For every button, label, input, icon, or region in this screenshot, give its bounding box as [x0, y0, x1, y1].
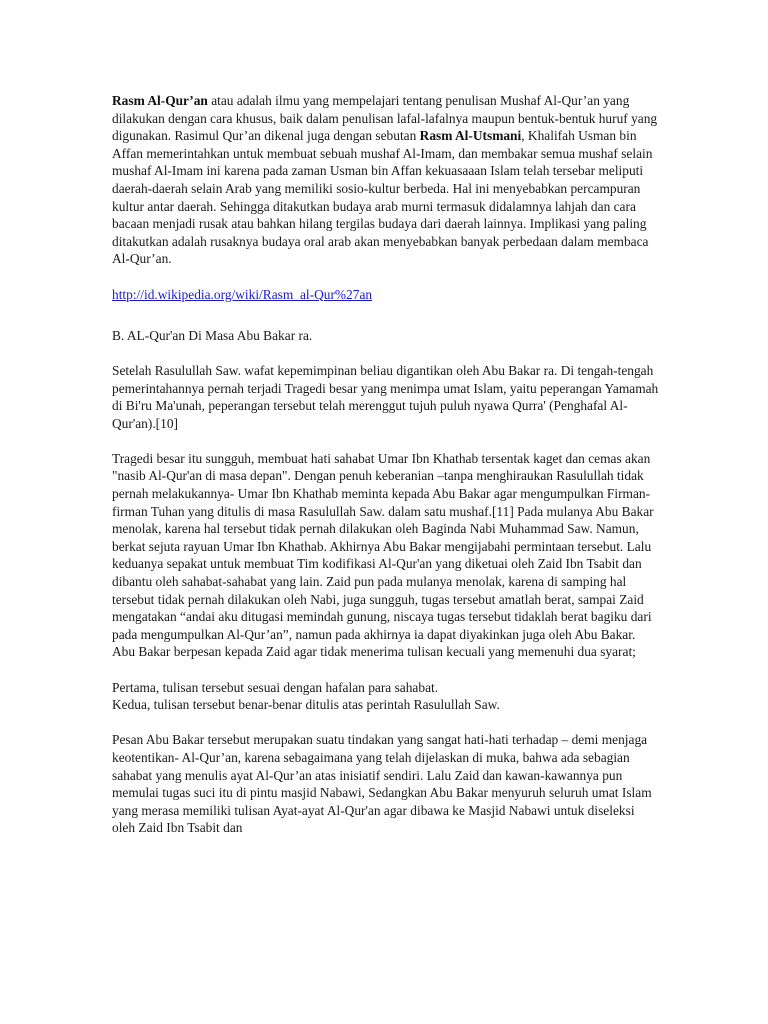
document-body — [112, 92, 660, 837]
condition-first: Pertama, tulisan tersebut sesuai dengan hafalan para sahabat. — [112, 679, 439, 695]
paragraph-abu-bakar-era: Setelah Rasulullah Saw. wafat kepemimpinan beliau digantikan oleh Abu Bakar ra. Di tengah-tengah pemerintahannya pernah terjadi Tragedi besar yang menimpa umat Islam, yaitu peperangan Yamamah di Bi'ru Ma'unah, peperangan tersebut telah merenggut tujuh puluh nyawa Qurra' (Penghafal Al-Qur'an).[10] — [112, 362, 659, 431]
paragraph-spacer — [112, 661, 660, 679]
condition-second: Kedua, tulisan tersebut benar-benar ditulis atas perintah Rasulullah Saw. — [112, 697, 500, 713]
paragraph-spacer — [112, 303, 660, 321]
paragraph-spacer — [112, 268, 660, 286]
source-link-line — [112, 286, 660, 304]
paragraph-spacer — [112, 432, 660, 450]
term-rasm-al-quran: Rasm Al-Qur’an — [112, 93, 208, 108]
paragraph-abu-bakar-message: Pesan Abu Bakar tersebut merupakan suatu tindakan yang sangat hati-hati terhadap – demi menjaga keotentikan- Al-Qur’an, karena sebagaimana yang telah dijelaskan di muka, bahwa ada sebagian sahabat yang menulis ayat Al-Qur’an atas inisiatif sendiri. Lalu Zaid dan kawan-kawannya pun memulai tugas suci itu di pintu masjid Nabawi, Sedangkan Abu Bakar menyuruh seluruh umat Islam yang merasa memiliki tulisan Ayat-ayat Al-Qur'an agar dibawa ke Masjid Nabawi untuk diseleksi oleh Zaid Ibn Tsabit dan — [112, 732, 652, 836]
paragraph-rasm-definition — [112, 92, 660, 268]
paragraph-text: atau adalah ilmu yang mempelajari tentang penulisan Mushaf Al-Qur’an yang dilakukan dengan cara khusus, baik dalam penulisan lafal-lafalnya maupun bentuk-bentuk huruf yang digunakan. Rasimul Qur’an dikenal juga dengan sebutan — [112, 93, 658, 144]
paragraph-spacer — [112, 714, 660, 732]
paragraph-text: , Khalifah Usman bin Affan memerintahkan untuk membuat sebuah mushaf Al-Imam, dan membakar semua mushaf selain mushaf Al-Imam ini karena pada zaman Usman bin Affan kekuasaaan Islam telah tersebar meliputi daerah-daerah selain Arab yang memiliki sosio-kultur berbeda. Hal ini menyebabkan percampuran kultur antar daerah. Sehingga ditakutkan budaya arab murni termasuk didalamnya lahjah dan cara bacaan menjadi rusak atau bahkan hilang tergilas budaya dari daerah lainnya. Implikasi yang paling ditakutkan adalah rusaknya budaya oral arab akan menyebabkan banyak perbedaan dalam membaca Al-Qur’an. — [112, 128, 653, 267]
term-rasm-al-utsmani: Rasm Al-Utsmani — [419, 128, 522, 144]
paragraph-spacer — [112, 344, 660, 362]
paragraph-umar-request: Tragedi besar itu sungguh, membuat hati sahabat Umar Ibn Khathab tersentak kaget dan cemas akan "nasib Al-Qur'an di masa depan". Dengan penuh keberanian –tanpa menghiraukan Rasulullah tidak pernah melakukannya- Umar Ibn Khathab meminta kepada Abu Bakar agar mengumpulkan Firman-firman Tuhan yang ditulis di masa Rasulullah Saw. dalam satu mushaf.[11] Pada mulanya Abu Bakar menolak, karena hal tersebut tidak pernah dilakukan oleh Baginda Nabi Muhammad Saw. Namun, berkat sejuta rayuan Umar Ibn Khathab. Akhirnya Abu Bakar mengijabahi permintaan tersebut. Lalu keduanya sepakat untuk membuat Tim kodifikasi Al-Qur'an yang diketuai oleh Zaid Ibn Tsabit dan dibantu oleh sahabat-sahabat yang lain. Zaid pun pada mulanya menolak, karena di samping hal tersebut tidak pernah dilakukan oleh Nabi, juga sungguh, tugas tersebut amatlah berat, sampai Zaid mengatakan “andai aku ditugasi memindah gunung, niscaya tugas tersebut tidaklah berat bagiku dari pada mengumpulkan Al-Qur’an”, namun pada akhirnya ia dapat diyakinkan juga oleh Abu Bakar. Abu Bakar berpesan kepada Zaid agar tidak menerima tulisan kecuali yang memenuhi dua syarat; — [112, 450, 654, 660]
source-link[interactable]: http://id.wikipedia.org/wiki/Rasm_al-Qur%27an — [112, 286, 373, 302]
section-heading: B. AL-Qur'an Di Masa Abu Bakar ra. — [112, 327, 313, 343]
